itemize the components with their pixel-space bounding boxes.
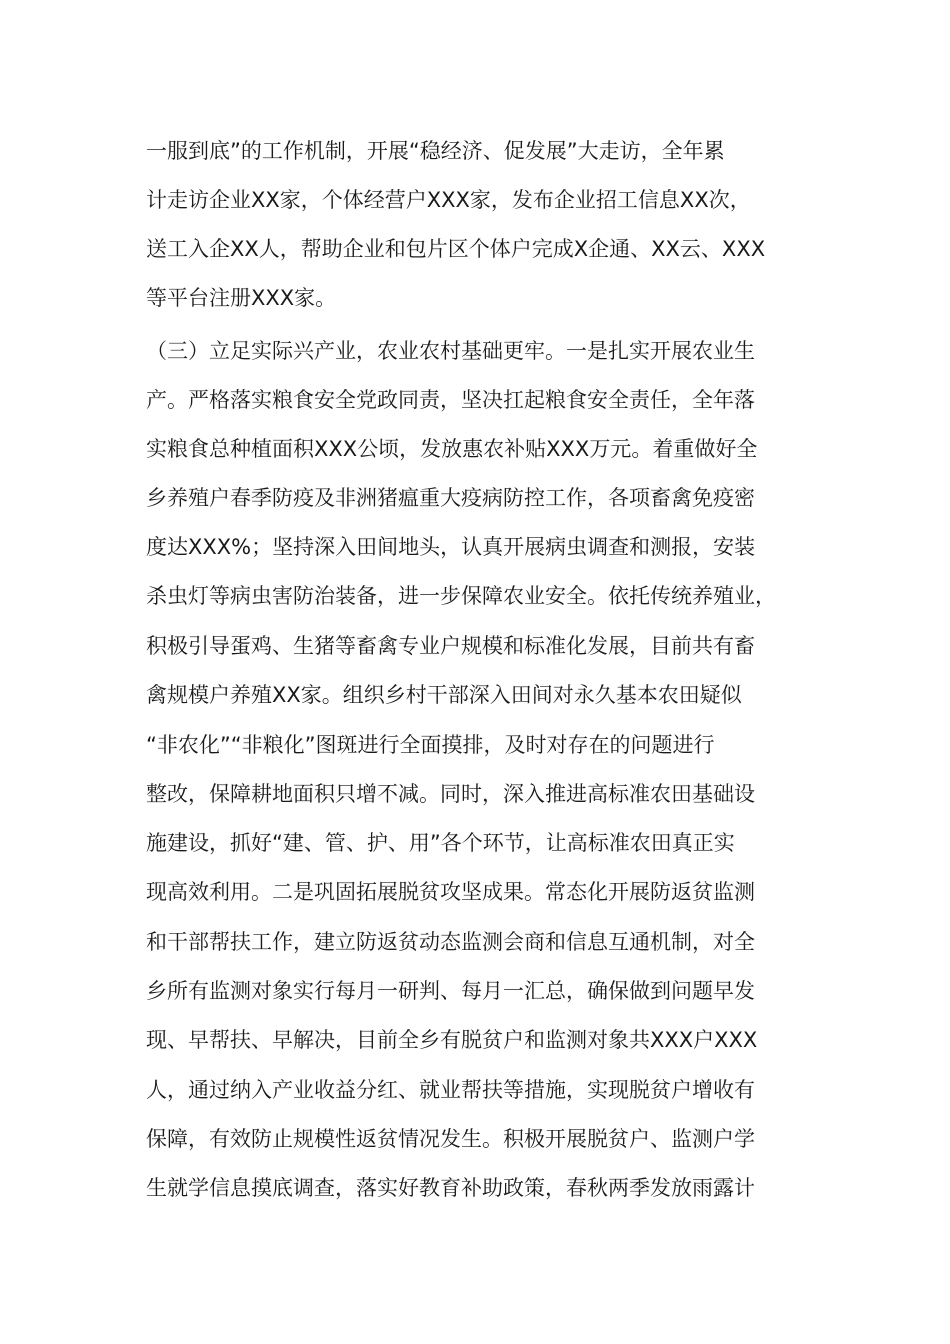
text-line: 乡所有监测对象实行每月一研判、每月一汇总，确保做到问题早发	[146, 979, 755, 1003]
text-line: 等平台注册XXX家。	[146, 286, 337, 310]
text-line: “非农化”“非粮化”图斑进行全面摸排，及时对存在的问题进行	[146, 733, 715, 757]
text-line: 施建设，抓好“建、管、护、用”各个环节，让高标准农田真正实	[146, 831, 735, 855]
text-line: 人，通过纳入产业收益分红、就业帮扶等措施，实现脱贫户增收有	[146, 1078, 755, 1102]
text-line: 生就学信息摸底调查，落实好教育补助政策，春秋两季发放雨露计	[146, 1176, 755, 1200]
text-line: 积极引导蛋鸡、生猪等畜禽专业户规模和标准化发展，目前共有畜	[146, 634, 755, 658]
text-line: 实粮食总种植面积XXX公顷，发放惠农补贴XXX万元。着重做好全	[146, 437, 758, 461]
text-line: 现高效利用。二是巩固拓展脱贫攻坚成果。常态化开展防返贫监测	[146, 880, 755, 904]
text-line: 和干部帮扶工作，建立防返贫动态监测会商和信息互通机制，对全	[146, 930, 755, 954]
text-line: 乡养殖户春季防疫及非洲猪瘟重大疫病防控工作，各项畜禽免疫密	[146, 486, 755, 510]
section-heading-line: （三）立足实际兴产业，农业农村基础更牢。一是扎实开展农业生	[146, 339, 755, 363]
text-line: 杀虫灯等病虫害防治装备，进一步保障农业安全。依托传统养殖业，	[146, 584, 776, 608]
text-line: 现、早帮扶、早解决，目前全乡有脱贫户和监测对象共XXX户XXX	[146, 1028, 758, 1052]
text-line: 产。严格落实粮食安全党政同责，坚决扛起粮食安全责任，全年落	[146, 388, 755, 412]
text-line: 度达XXX%；坚持深入田间地头，认真开展病虫调查和测报，安装	[146, 535, 756, 559]
text-line: 整改，保障耕地面积只增不减。同时，深入推进高标准农田基础设	[146, 782, 755, 806]
text-line: 送工入企XX人，帮助企业和包片区个体户完成X企通、XX云、XXX	[146, 237, 766, 261]
text-line: 一服到底”的工作机制，开展“稳经济、促发展”大走访，全年累	[146, 139, 725, 163]
text-line: 保障，有效防止规模性返贫情况发生。积极开展脱贫户、监测户学	[146, 1127, 755, 1151]
text-line: 计走访企业XX家，个体经营户XXX家，发布企业招工信息XX次，	[146, 188, 751, 212]
text-line: 禽规模户养殖XX家。组织乡村干部深入田间对永久基本农田疑似	[146, 683, 742, 707]
